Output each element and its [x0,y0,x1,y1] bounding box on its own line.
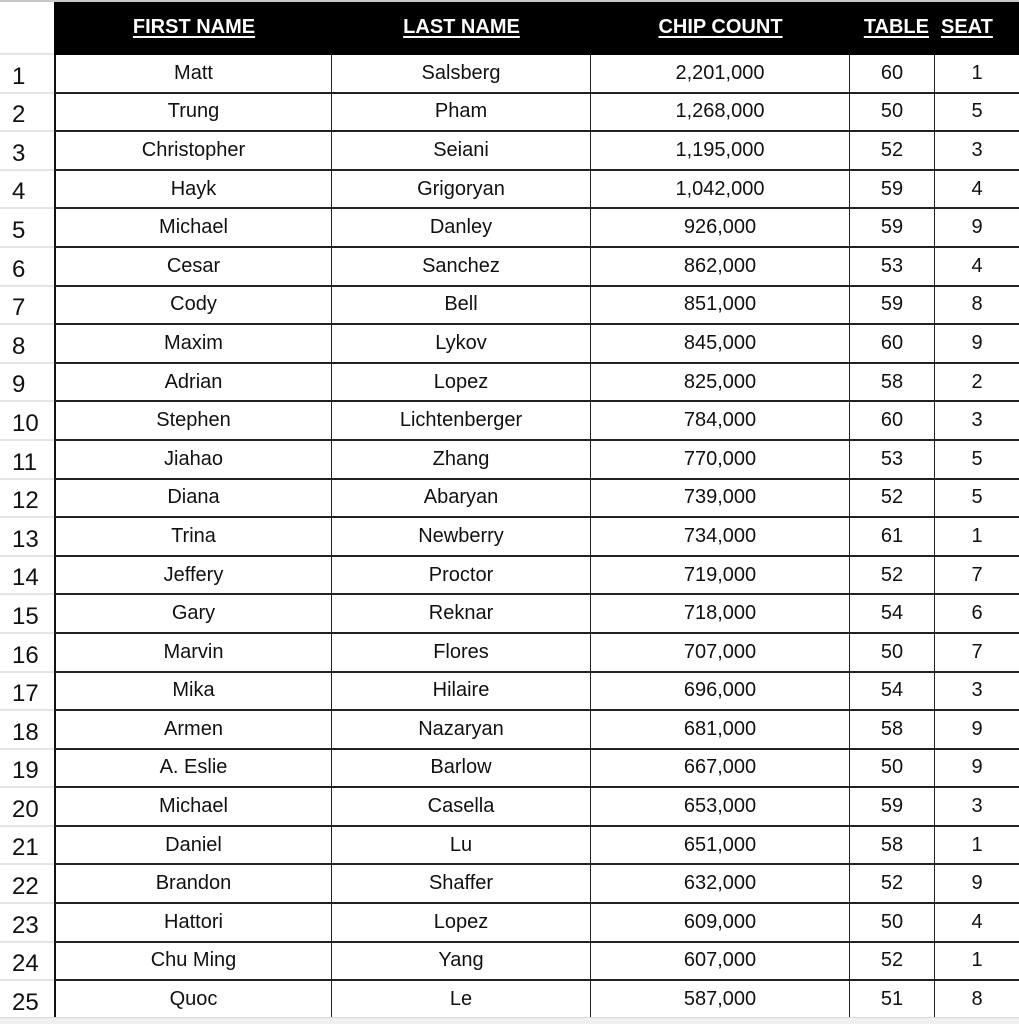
chip-count-cell[interactable]: 825,000 [591,364,850,403]
first-name-cell[interactable]: Matt [54,55,332,94]
table-row [0,943,1019,982]
row-number[interactable]: 2 [0,94,54,133]
first-name-cell[interactable]: Maxim [54,325,332,364]
chip-count-cell[interactable]: 667,000 [591,750,850,789]
table-row [0,248,1019,287]
table-row [0,287,1019,326]
chip-count-cell[interactable]: 632,000 [591,865,850,904]
last-name-cell[interactable]: Sanchez [332,248,591,287]
last-name-cell[interactable]: Le [332,981,591,1020]
row-number[interactable]: 7 [0,287,54,326]
last-name-cell[interactable]: Yang [332,943,591,982]
last-name-cell[interactable]: Salsberg [332,55,591,94]
seat-cell[interactable]: 3 [935,673,1019,712]
seat-cell[interactable]: 1 [935,518,1019,557]
first-name-cell[interactable]: Quoc [54,981,332,1020]
row-number[interactable]: 20 [0,788,54,827]
table-cell[interactable]: 58 [850,711,935,750]
row-number[interactable]: 8 [0,325,54,364]
table-row [0,441,1019,480]
chip-count-cell[interactable]: 718,000 [591,595,850,634]
row-number[interactable]: 25 [0,981,54,1020]
seat-cell[interactable]: 7 [935,557,1019,596]
table-cell[interactable]: 54 [850,673,935,712]
table-row [0,827,1019,866]
seat-cell[interactable]: 1 [935,827,1019,866]
first-name-cell[interactable]: Diana [54,480,332,519]
first-name-cell[interactable]: Jiahao [54,441,332,480]
chip-count-cell[interactable]: 707,000 [591,634,850,673]
chip-count-cell[interactable]: 1,042,000 [591,171,850,210]
table-cell[interactable]: 61 [850,518,935,557]
first-name-cell[interactable]: Trung [54,94,332,133]
table-row [0,865,1019,904]
header-seat[interactable]: SEAT [935,2,1019,55]
table-row [0,364,1019,403]
seat-cell[interactable]: 9 [935,325,1019,364]
table-row [0,595,1019,634]
chip-count-cell[interactable]: 862,000 [591,248,850,287]
last-name-cell[interactable]: Lichtenberger [332,402,591,441]
first-name-cell[interactable]: Michael [54,788,332,827]
first-name-cell[interactable]: Chu Ming [54,943,332,982]
first-name-cell[interactable]: Cesar [54,248,332,287]
row-number[interactable]: 23 [0,904,54,943]
row-number[interactable]: 24 [0,943,54,982]
table-cell[interactable]: 58 [850,827,935,866]
table-cell[interactable]: 60 [850,325,935,364]
row-number[interactable]: 15 [0,595,54,634]
table-row [0,480,1019,519]
seat-cell[interactable]: 1 [935,943,1019,982]
table-cell[interactable]: 52 [850,132,935,171]
table-cell[interactable]: 50 [850,904,935,943]
last-name-cell[interactable]: Abaryan [332,480,591,519]
chip-count-cell[interactable]: 607,000 [591,943,850,982]
header-last-name[interactable]: LAST NAME [332,2,591,55]
first-name-cell[interactable]: Jeffery [54,557,332,596]
table-row [0,55,1019,94]
chip-count-cell[interactable]: 1,195,000 [591,132,850,171]
first-name-cell[interactable]: Stephen [54,402,332,441]
seat-cell[interactable]: 5 [935,441,1019,480]
chip-count-cell[interactable]: 734,000 [591,518,850,557]
header-chip-count[interactable]: CHIP COUNT [591,2,850,55]
table-row [0,711,1019,750]
table-cell[interactable]: 59 [850,209,935,248]
header-first-name[interactable]: FIRST NAME [54,2,332,55]
seat-cell[interactable]: 8 [935,981,1019,1020]
table-body [0,55,1019,1020]
table-row [0,557,1019,596]
chip-count-cell[interactable]: 587,000 [591,981,850,1020]
last-name-cell[interactable]: Nazaryan [332,711,591,750]
table-cell[interactable]: 51 [850,981,935,1020]
table-cell[interactable]: 52 [850,943,935,982]
last-name-cell[interactable]: Proctor [332,557,591,596]
table-row [0,171,1019,210]
header-row [0,2,1019,55]
seat-cell[interactable]: 5 [935,480,1019,519]
row-number[interactable]: 17 [0,673,54,712]
table-cell[interactable]: 53 [850,248,935,287]
last-name-cell[interactable]: Bell [332,287,591,326]
first-name-cell[interactable]: Gary [54,595,332,634]
first-name-cell[interactable]: Hayk [54,171,332,210]
table-row [0,209,1019,248]
header-table[interactable]: TABLE [850,2,935,55]
chip-count-cell[interactable]: 784,000 [591,402,850,441]
first-name-cell[interactable]: Cody [54,287,332,326]
chip-count-cell[interactable]: 770,000 [591,441,850,480]
spreadsheet [0,2,1019,1020]
last-name-cell[interactable]: Barlow [332,750,591,789]
chip-count-cell[interactable]: 653,000 [591,788,850,827]
chip-count-cell[interactable]: 609,000 [591,904,850,943]
last-name-cell[interactable]: Lopez [332,364,591,403]
table-row [0,750,1019,789]
last-name-cell[interactable]: Seiani [332,132,591,171]
last-name-cell[interactable]: Reknar [332,595,591,634]
table-row [0,634,1019,673]
chip-count-cell[interactable]: 851,000 [591,287,850,326]
seat-cell[interactable]: 4 [935,248,1019,287]
last-name-cell[interactable]: Shaffer [332,865,591,904]
seat-cell[interactable]: 8 [935,287,1019,326]
chip-count-cell[interactable]: 696,000 [591,673,850,712]
row-number[interactable]: 18 [0,711,54,750]
seat-cell[interactable]: 6 [935,595,1019,634]
row-number[interactable]: 21 [0,827,54,866]
chip-count-cell[interactable]: 681,000 [591,711,850,750]
chip-count-cell[interactable]: 2,201,000 [591,55,850,94]
seat-cell[interactable]: 2 [935,364,1019,403]
row-number[interactable]: 6 [0,248,54,287]
table-row [0,132,1019,171]
table-cell[interactable]: 50 [850,750,935,789]
row-number[interactable]: 19 [0,750,54,789]
seat-cell[interactable]: 4 [935,904,1019,943]
last-name-cell[interactable]: Danley [332,209,591,248]
seat-cell[interactable]: 5 [935,94,1019,133]
first-name-cell[interactable]: Trina [54,518,332,557]
table-cell[interactable]: 52 [850,865,935,904]
first-name-cell[interactable]: Hattori [54,904,332,943]
last-name-cell[interactable]: Casella [332,788,591,827]
table-row [0,325,1019,364]
row-number[interactable]: 16 [0,634,54,673]
table-cell[interactable]: 54 [850,595,935,634]
row-number[interactable]: 5 [0,209,54,248]
first-name-cell[interactable]: Christopher [54,132,332,171]
seat-cell[interactable]: 9 [935,711,1019,750]
chip-count-cell[interactable]: 845,000 [591,325,850,364]
row-number[interactable]: 22 [0,865,54,904]
last-name-cell[interactable]: Lykov [332,325,591,364]
table-cell[interactable]: 52 [850,480,935,519]
row-number[interactable]: 14 [0,557,54,596]
seat-cell[interactable]: 7 [935,634,1019,673]
seat-cell[interactable]: 9 [935,865,1019,904]
first-name-cell[interactable]: Brandon [54,865,332,904]
table-cell[interactable]: 53 [850,441,935,480]
row-number-header[interactable] [0,2,54,55]
table-row [0,402,1019,441]
first-name-cell[interactable]: A. Eslie [54,750,332,789]
last-name-cell[interactable]: Flores [332,634,591,673]
table-cell[interactable]: 59 [850,171,935,210]
seat-cell[interactable]: 4 [935,171,1019,210]
last-name-cell[interactable]: Newberry [332,518,591,557]
last-name-cell[interactable]: Zhang [332,441,591,480]
table-cell[interactable]: 59 [850,287,935,326]
row-number[interactable]: 11 [0,441,54,480]
table-row [0,518,1019,557]
seat-cell[interactable]: 9 [935,209,1019,248]
first-name-cell[interactable]: Michael [54,209,332,248]
chip-count-cell[interactable]: 651,000 [591,827,850,866]
table-cell[interactable]: 50 [850,634,935,673]
table-cell[interactable]: 60 [850,402,935,441]
last-name-cell[interactable]: Lopez [332,904,591,943]
table-row [0,94,1019,133]
table-cell[interactable]: 59 [850,788,935,827]
table-row [0,673,1019,712]
first-name-cell[interactable]: Adrian [54,364,332,403]
seat-cell[interactable]: 3 [935,788,1019,827]
table-row [0,788,1019,827]
first-name-cell[interactable]: Marvin [54,634,332,673]
table-cell[interactable]: 60 [850,55,935,94]
row-number[interactable]: 4 [0,171,54,210]
chip-count-cell[interactable]: 739,000 [591,480,850,519]
last-name-cell[interactable]: Hilaire [332,673,591,712]
row-number[interactable]: 1 [0,55,54,94]
table-cell[interactable]: 50 [850,94,935,133]
seat-cell[interactable]: 3 [935,402,1019,441]
first-name-cell[interactable]: Mika [54,673,332,712]
last-name-cell[interactable]: Pham [332,94,591,133]
table-cell[interactable]: 58 [850,364,935,403]
last-name-cell[interactable]: Grigoryan [332,171,591,210]
table-row [0,981,1019,1020]
row-number[interactable]: 12 [0,480,54,519]
chip-count-cell[interactable]: 926,000 [591,209,850,248]
row-number[interactable]: 13 [0,518,54,557]
table-row [0,904,1019,943]
row-number[interactable]: 10 [0,402,54,441]
last-name-cell[interactable]: Lu [332,827,591,866]
seat-cell[interactable]: 9 [935,750,1019,789]
table-cell[interactable]: 52 [850,557,935,596]
first-name-cell[interactable]: Daniel [54,827,332,866]
first-name-cell[interactable]: Armen [54,711,332,750]
chip-count-cell[interactable]: 719,000 [591,557,850,596]
row-number[interactable]: 3 [0,132,54,171]
chip-count-cell[interactable]: 1,268,000 [591,94,850,133]
seat-cell[interactable]: 1 [935,55,1019,94]
row-number[interactable]: 9 [0,364,54,403]
seat-cell[interactable]: 3 [935,132,1019,171]
